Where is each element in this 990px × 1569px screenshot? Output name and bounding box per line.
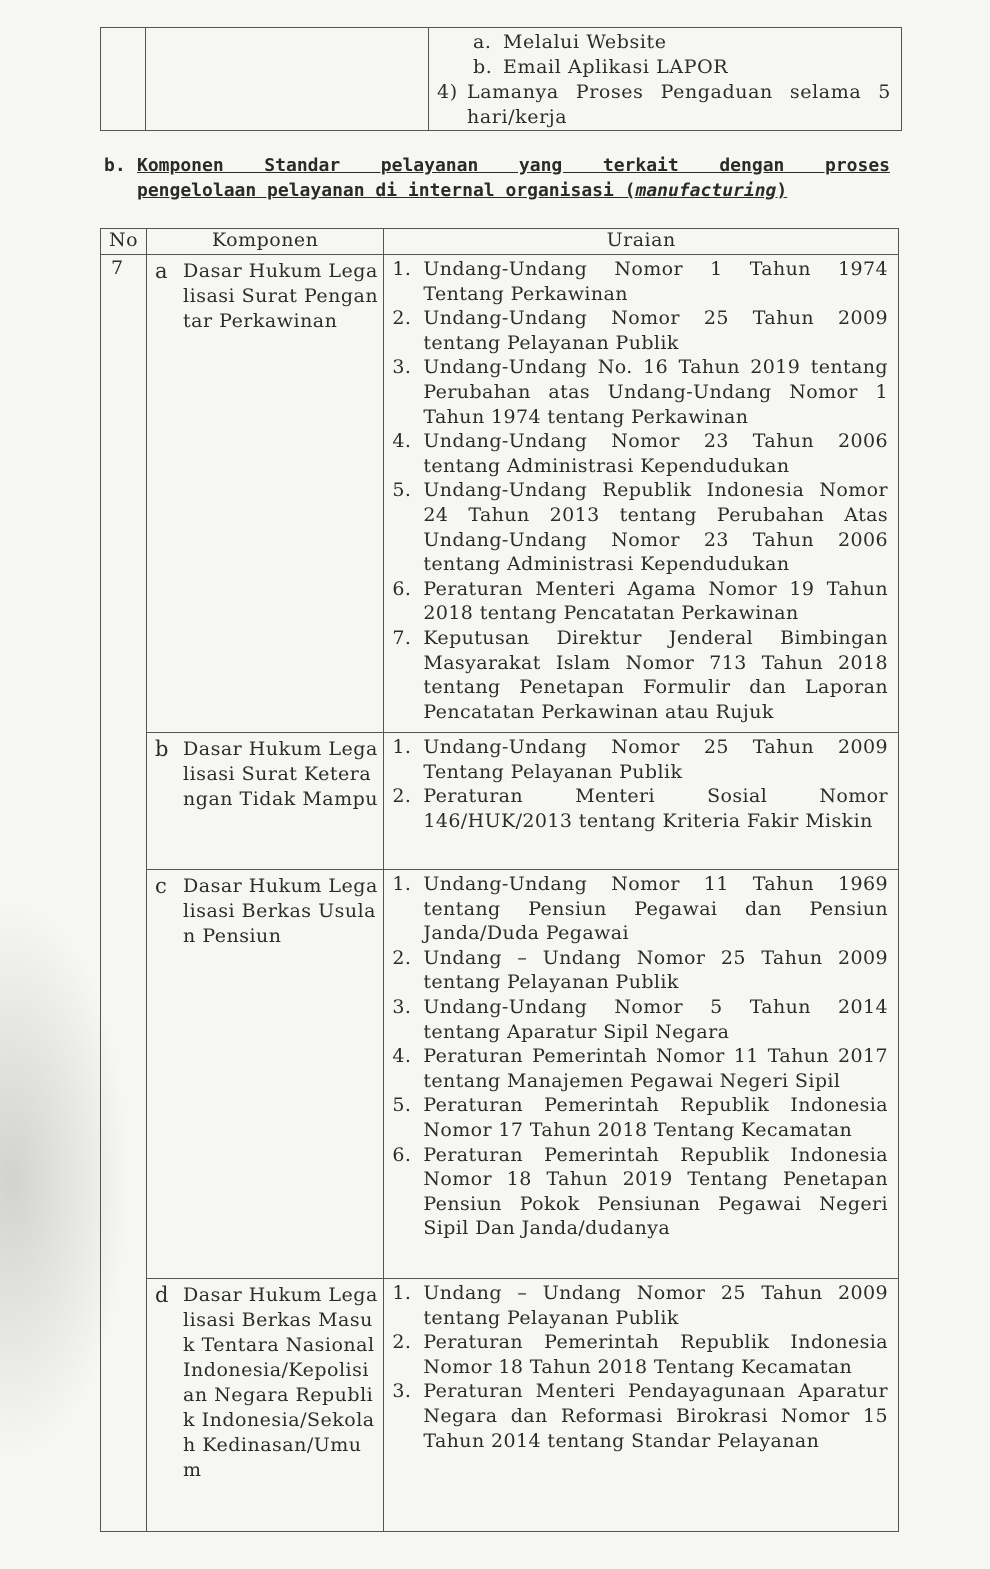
uraian-cell	[384, 733, 899, 870]
list-text: Peraturan Pemerintah Republik Indonesia Nomor 18 Tahun 2019 Tentang Penetapan Pensiun Pokok Pensiunan Pegawai Negeri Sipil Dan Janda/dudanya	[423, 1143, 888, 1240]
table-row	[101, 1279, 899, 1532]
list-text: Melalui Website	[503, 31, 667, 53]
uraian-list	[384, 733, 898, 833]
list-item	[392, 257, 888, 306]
list-text: Undang – Undang Nomor 25 Tahun 2009 tentang Pelayanan Publik	[423, 1282, 888, 1329]
list-number: 1.	[392, 873, 412, 895]
komponen	[147, 733, 383, 812]
list-item	[392, 1330, 888, 1379]
list-item	[392, 355, 888, 429]
section-label: b.	[104, 155, 126, 176]
list-text: Undang-Undang Nomor 11 Tahun 1969 tentang Pensiun Pegawai dan Pensiun Janda/Duda Pegawai	[423, 873, 888, 945]
list-number: 2.	[392, 307, 412, 330]
list-item	[392, 577, 888, 626]
list-number: 7.	[392, 626, 412, 649]
list-number: 6.	[392, 1143, 412, 1166]
komponen-letter: a	[155, 259, 169, 283]
list-text: Undang-Undang Nomor 1 Tahun 1974 Tentang Perkawinan	[423, 258, 888, 305]
header-uraian: Uraian	[384, 229, 899, 255]
empty-cell	[101, 28, 146, 131]
list-number: 2.	[392, 1331, 412, 1354]
section-title-line-1: Komponen Standar pelayanan yang terkait dengan proses	[137, 155, 890, 176]
list-item	[392, 306, 888, 355]
uraian-list	[384, 870, 898, 1241]
list-number: 1.	[392, 1282, 412, 1304]
list-item	[392, 872, 888, 946]
list-text: Undang-Undang No. 16 Tahun 2019 tentang Perubahan atas Undang-Undang Nomor 1 Tahun 1974 tentang Perkawinan	[423, 356, 888, 428]
table-row	[101, 870, 899, 1279]
komponen-letter: c	[155, 874, 168, 898]
komponen-label: Dasar Hukum Legalisasi Berkas Usulan Pensiun	[183, 875, 378, 947]
list-item	[437, 30, 891, 55]
list-marker: b.	[473, 56, 493, 78]
list-text: Undang – Undang Nomor 25 Tahun 2009 tentang Pelayanan Publik	[423, 946, 888, 994]
uraian-cell	[384, 870, 899, 1279]
list-number: 5.	[392, 479, 412, 502]
list-number: 4.	[392, 1045, 412, 1068]
continuation-cell	[429, 28, 902, 131]
title-text: )	[776, 180, 788, 201]
list-number: 3.	[392, 995, 412, 1018]
komponen	[147, 1279, 383, 1483]
table-header-row	[101, 229, 899, 255]
list-marker: a.	[473, 31, 492, 53]
list-item	[392, 626, 888, 724]
komponen-cell	[147, 1279, 384, 1532]
table-row	[101, 28, 902, 131]
table-row	[101, 255, 899, 733]
list-text: Undang-Undang Nomor 25 Tahun 2009 Tentang Pelayanan Publik	[423, 736, 888, 783]
komponen	[147, 255, 383, 334]
list-text: Peraturan Pemerintah Republik Indonesia Nomor 18 Tahun 2018 Tentang Kecamatan	[423, 1331, 888, 1378]
list-text: Keputusan Direktur Jenderal Bimbingan Masyarakat Islam Nomor 713 Tahun 2018 tentang Penetapan Formulir dan Laporan Pencatatan Perkawinan atau Rujuk	[423, 626, 888, 723]
section-title-line-2	[137, 179, 787, 203]
list-item	[392, 429, 888, 478]
continuation-table	[100, 27, 902, 131]
list-text: Email Aplikasi LAPOR	[503, 56, 729, 78]
list-item	[392, 1044, 888, 1093]
title-text: pengelolaan pelayanan di internal organisasi (	[137, 180, 636, 201]
komponen-label: Dasar Hukum Legalisasi Berkas Masuk Tentara Nasional Indonesia/Kepolisian Negara Republik Indonesia/Sekolah Kedinasan/Umum	[183, 1284, 378, 1481]
komponen-letter: d	[155, 1283, 169, 1307]
list-item	[392, 735, 888, 784]
header-no: No	[101, 229, 147, 255]
komponen-cell	[147, 255, 384, 733]
list-text: Peraturan Pemerintah Nomor 11 Tahun 2017 tentang Manajemen Pegawai Negeri Sipil	[423, 1045, 888, 1092]
list-text: Undang-Undang Republik Indonesia Nomor 24 Tahun 2013 tentang Perubahan Atas Undang-Undang Nomor 23 Tahun 2006 tentang Administrasi Kependudukan	[423, 479, 888, 576]
komponen-label: Dasar Hukum Legalisasi Surat Keterangan Tidak Mampu	[183, 738, 379, 810]
uraian-list	[384, 1279, 898, 1453]
list-text: Lamanya Proses Pengaduan selama 5 hari/kerja	[467, 81, 891, 128]
standards-table	[100, 228, 899, 1532]
list-number: 4.	[392, 430, 412, 453]
list-number: 2.	[392, 946, 412, 969]
list-item	[392, 1143, 888, 1241]
list-item	[392, 1379, 888, 1453]
komponen-cell	[147, 733, 384, 870]
list-number: 3.	[392, 356, 412, 379]
list-number: 6.	[392, 577, 412, 600]
list-number: 3.	[392, 1380, 412, 1403]
list-number: 2.	[392, 785, 412, 808]
uraian-cell	[384, 1279, 899, 1532]
list-item	[392, 784, 888, 833]
komponen	[147, 870, 383, 949]
list-number: 5.	[392, 1094, 412, 1117]
list-item	[392, 1093, 888, 1142]
list-item	[392, 946, 888, 995]
list-item	[392, 1281, 888, 1330]
list-number: 1.	[392, 258, 412, 280]
table-row	[101, 733, 899, 870]
list-item	[437, 80, 891, 130]
empty-cell	[146, 28, 429, 131]
uraian-cell	[384, 255, 899, 733]
list-text: Undang-Undang Nomor 25 Tahun 2009 tentang Pelayanan Publik	[423, 307, 888, 354]
komponen-label: Dasar Hukum Legalisasi Surat Pengantar Perkawinan	[183, 260, 379, 332]
list-item	[392, 478, 888, 576]
uraian-list	[384, 255, 898, 724]
continuation-list	[429, 28, 901, 130]
header-komponen: Komponen	[147, 229, 384, 255]
komponen-cell	[147, 870, 384, 1279]
list-text: Undang-Undang Nomor 23 Tahun 2006 tentang Administrasi Kependudukan	[423, 430, 888, 477]
list-item	[437, 55, 891, 80]
list-text: Peraturan Menteri Pendayagunaan Aparatur Negara dan Reformasi Birokrasi Nomor 15 Tahun 2014 tentang Standar Pelayanan	[423, 1380, 888, 1452]
list-item	[392, 995, 888, 1044]
list-number: 1.	[392, 736, 412, 758]
list-text: Peraturan Menteri Agama Nomor 19 Tahun 2018 tentang Pencatatan Perkawinan	[423, 577, 888, 625]
list-text: Peraturan Pemerintah Republik Indonesia Nomor 17 Tahun 2018 Tentang Kecamatan	[423, 1094, 888, 1141]
list-text: Peraturan Menteri Sosial Nomor 146/HUK/2013 tentang Kriteria Fakir Miskin	[423, 785, 888, 832]
list-marker: 4)	[437, 81, 458, 103]
row-number: 7	[101, 255, 147, 1532]
list-text: Undang-Undang Nomor 5 Tahun 2014 tentang Aparatur Sipil Negara	[423, 995, 888, 1043]
komponen-letter: b	[155, 737, 169, 761]
title-italic-text: manufacturing	[635, 180, 777, 201]
